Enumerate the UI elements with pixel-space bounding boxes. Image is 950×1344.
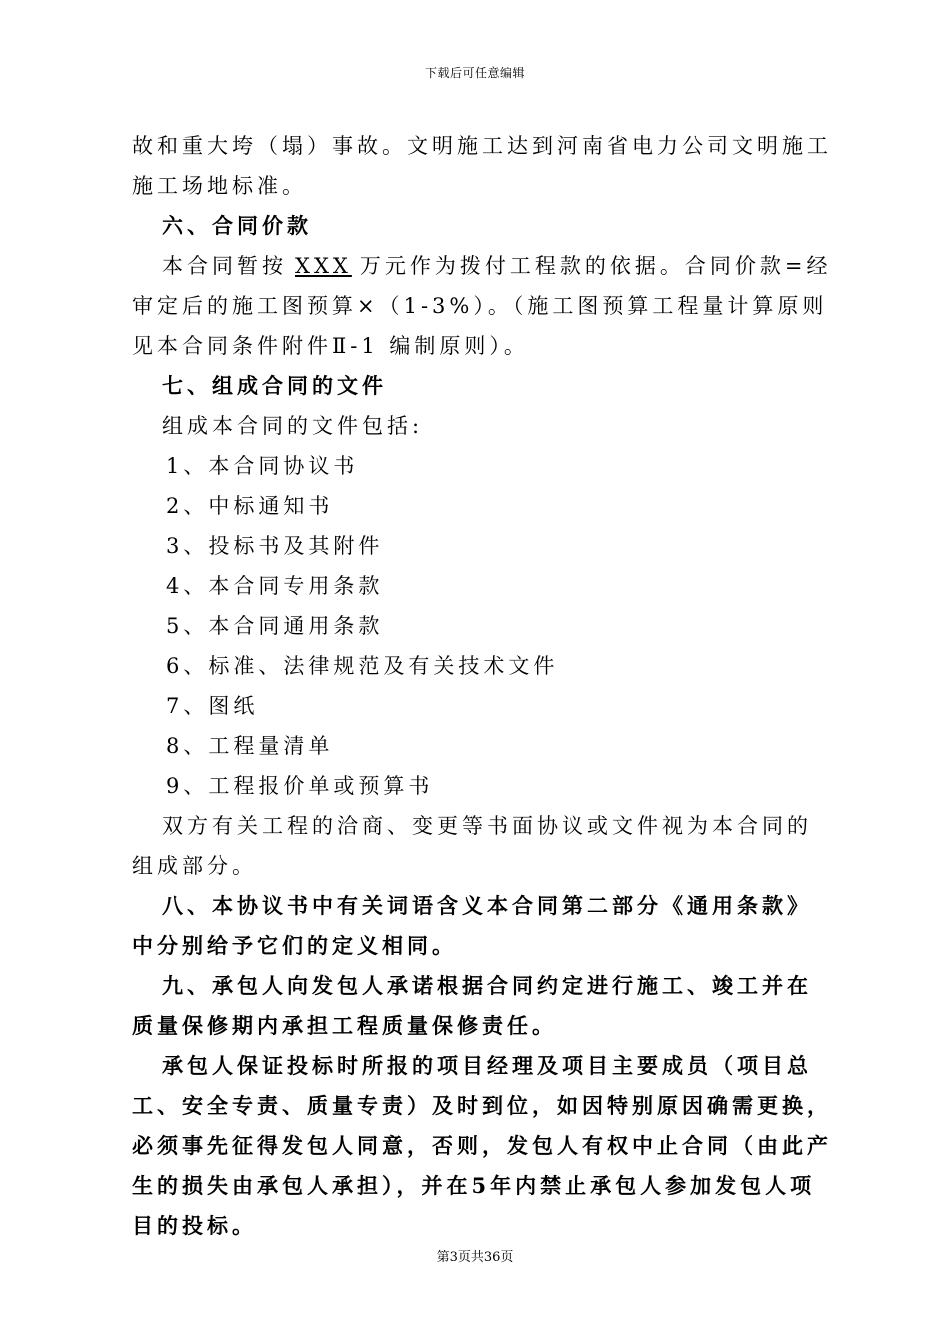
list-item: 9、工程报价单或预算书 [166,774,434,798]
price-value: XXX [295,254,352,278]
paragraph-continuation: 故和重大垮（塌）事故。文明施工达到河南省电力公司文明施工施工场地标准。 [132,134,832,198]
document-body [132,126,832,1246]
list-item: 8、工程量清单 [166,734,334,758]
list-item: 7、图纸 [166,694,259,718]
section-heading-6: 六、合同价款 [162,213,312,238]
paragraph-contract-price [132,246,832,366]
section-heading-8: 八、本协议书中有关词语含义本合同第二部分《通用条款》中分别给予它们的定义相同。 [132,893,812,958]
paragraph-documents-intro: 组成本合同的文件包括: [162,414,424,438]
section-heading-9: 九、承包人向发包人承诺根据合同约定进行施工、竣工并在质量保修期内承担工程质量保修责任。 [132,973,812,1038]
list-item: 6、标准、法律规范及有关技术文件 [166,654,559,678]
page-header: 下载后可任意编辑 [424,66,525,80]
list-item: 1、本合同协议书 [166,454,359,478]
list-item: 5、本合同通用条款 [166,614,384,638]
page-number: 第3页共36页 [436,1250,514,1265]
price-text-suffix: 万元作为拨付工程款的依据。合同价款=经审定后的施工图预算×（1-3%）。（施工图预算工程量计算原则见本合同条件附件Ⅱ-1 编制原则）。 [132,254,832,358]
list-item: 2、中标通知书 [166,494,334,518]
section-heading-7: 七、组成合同的文件 [162,373,387,398]
paragraph-contractor-guarantee: 承包人保证投标时所报的项目经理及项目主要成员（项目总工、安全专责、质量专责）及时到位，如因特别原因确需更换，必须事先征得发包人同意，否则，发包人有权中止合同（由此产生的损失由承包人承担），并在5年内禁止承包人参加发包人项目的投标。 [132,1053,832,1238]
paragraph-negotiation: 双方有关工程的洽商、变更等书面协议或文件视为本合同的组成部分。 [132,814,812,878]
list-item: 4、本合同专用条款 [166,574,384,598]
list-item: 3、投标书及其附件 [166,534,384,558]
price-text-prefix: 本合同暂按 [162,254,287,278]
